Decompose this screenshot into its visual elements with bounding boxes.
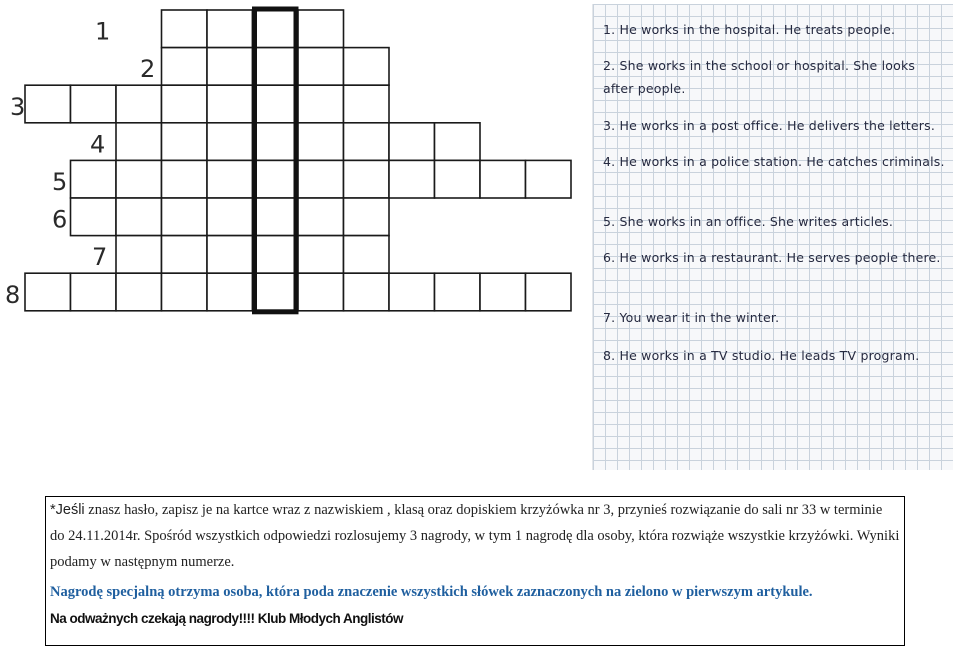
crossword-cell: [389, 123, 435, 161]
crossword-cell: [526, 160, 572, 198]
crossword-cell: [253, 123, 299, 161]
crossword-cell: [162, 198, 208, 236]
special-prize-note: Nagrodę specjalną otrzyma osoba, która poda znaczenie wszystkich słówek zaznaczonych na zielono w pierwszym artykule.: [50, 584, 813, 600]
crossword-cell: [71, 160, 117, 198]
crossword-cell: [298, 123, 344, 161]
crossword-cell: [25, 85, 71, 123]
crossword-cell: [253, 10, 299, 48]
crossword-cell: [162, 236, 208, 274]
row-number-4: 4: [90, 130, 106, 159]
crossword-cell: [253, 160, 299, 198]
crossword-cell: [116, 236, 162, 274]
row-number-5: 5: [52, 168, 68, 196]
clues-panel: [592, 4, 953, 470]
crossword-cell: [71, 273, 117, 311]
crossword-cell: [116, 198, 162, 236]
crossword-cell: [116, 85, 162, 123]
crossword-cell: [298, 236, 344, 274]
clue-5: 5. She works in an office. She writes articles.: [603, 214, 894, 229]
contest-note: [50, 497, 900, 575]
crossword-cell: [207, 160, 253, 198]
crossword-cell: [435, 123, 481, 161]
clue-1: 1. He works in the hospital. He treats people.: [603, 22, 896, 37]
clue-3: 3. He works in a post office. He delivers the letters.: [603, 118, 936, 133]
info-box: [45, 496, 905, 646]
clue-8: 8. He works in a TV studio. He leads TV program.: [603, 348, 920, 363]
crossword-cell: [480, 273, 526, 311]
crossword-cell: [162, 160, 208, 198]
row-number-6: 6: [52, 205, 68, 234]
crossword-cell: [162, 48, 208, 86]
row-number-8: 8: [5, 280, 21, 309]
crossword-cell: [298, 273, 344, 311]
crossword-cell: [207, 123, 253, 161]
crossword-cell: [435, 273, 481, 311]
row-number-7: 7: [92, 243, 108, 272]
crossword-cell: [253, 198, 299, 236]
crossword-cell: [253, 236, 299, 274]
crossword-cell: [116, 160, 162, 198]
clue-6: 6. He works in a restaurant. He serves people there.: [603, 250, 941, 265]
crossword-cell: [344, 123, 390, 161]
clue-2: 2. She works in the school or hospital. She looks after people.: [603, 58, 916, 96]
row-number-3: 3: [10, 92, 26, 121]
crossword-cell: [298, 48, 344, 86]
crossword-cell: [207, 273, 253, 311]
crossword-cell: [480, 160, 526, 198]
crossword-cell: [207, 236, 253, 274]
crossword-cell: [298, 85, 344, 123]
crossword-cell: [344, 236, 390, 274]
crossword-cell: [207, 48, 253, 86]
row-number-1: 1: [95, 17, 111, 46]
crossword-cell: [253, 48, 299, 86]
crossword-grid: [0, 0, 590, 330]
crossword-cell: [207, 85, 253, 123]
crossword-cell: [71, 198, 117, 236]
crossword-cell: [344, 48, 390, 86]
crossword-cell: [162, 273, 208, 311]
crossword-cell: [344, 198, 390, 236]
crossword-cell: [253, 273, 299, 311]
crossword-cell: [253, 85, 299, 123]
clue-7: 7. You wear it in the winter.: [603, 310, 780, 325]
crossword-cell: [435, 160, 481, 198]
crossword-cell: [162, 10, 208, 48]
crossword-cell: [116, 273, 162, 311]
crossword-cell: [25, 273, 71, 311]
contest-note-lead: *Jeśli: [50, 502, 85, 518]
clue-4: 4. He works in a police station. He catches criminals.: [603, 154, 945, 169]
crossword-cell: [116, 123, 162, 161]
crossword-cell: [71, 85, 117, 123]
crossword-cell: [207, 10, 253, 48]
contest-note-body: znasz hasło, zapisz je na kartce wraz z nazwiskiem , klasą oraz dopiskiem krzyżówka nr 3, przynieś rozwiązanie do sali nr 33 w terminie do 24.11.2014r. Spośród wszystkich odpowiedzi rozlosujemy 3 nagrody, w tym 1 nagrodę dla osoby, która rozwiąże wszystkie krzyżówki. Wyniki podamy w następnym numerze.: [50, 502, 900, 570]
crossword-cell: [298, 198, 344, 236]
crossword-cell: [298, 160, 344, 198]
crossword-cell: [162, 123, 208, 161]
row-number-2: 2: [140, 55, 156, 84]
crossword-cell: [344, 160, 390, 198]
crossword-cell: [162, 85, 208, 123]
club-signature: Na odważnych czekają nagrody!!!! Klub Młodych Anglistów: [50, 611, 404, 626]
crossword-cell: [344, 273, 390, 311]
crossword-cell: [298, 10, 344, 48]
crossword-cell: [389, 160, 435, 198]
crossword-cell: [207, 198, 253, 236]
crossword-cell: [526, 273, 572, 311]
crossword-cell: [344, 85, 390, 123]
crossword-cell: [389, 273, 435, 311]
